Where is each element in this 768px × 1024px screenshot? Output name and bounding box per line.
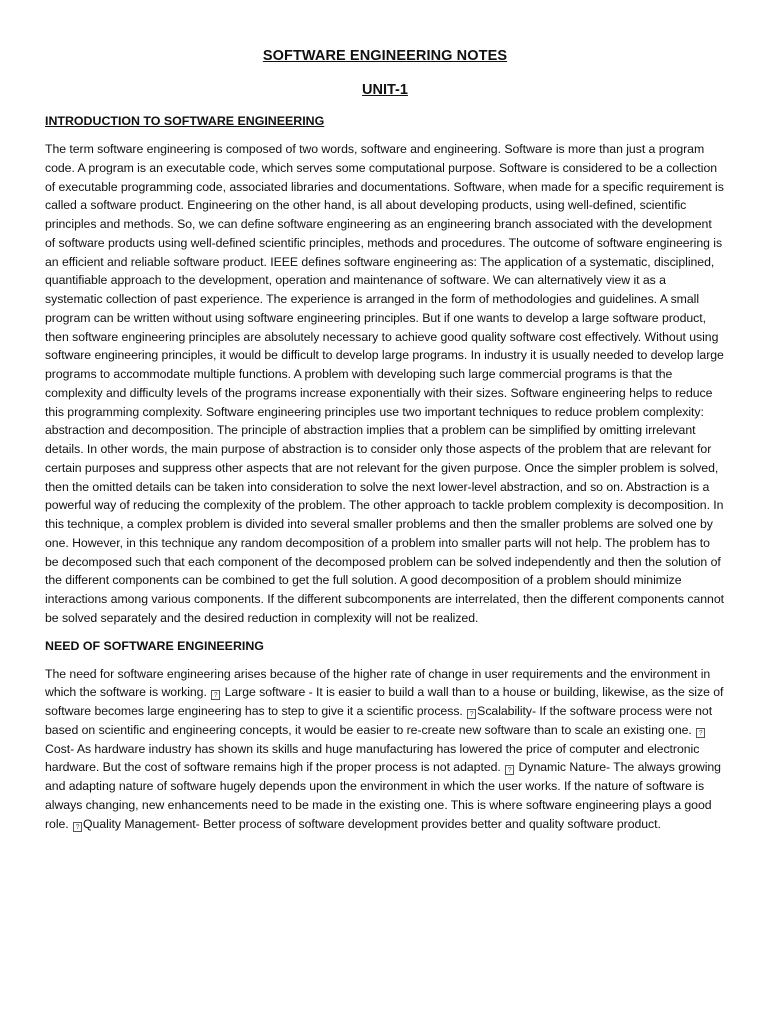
need-item-quality-management: Quality Management- Better process of software development provides better and quality software product. xyxy=(83,816,661,831)
section-heading-need: NEED OF SOFTWARE ENGINEERING xyxy=(45,638,264,653)
introduction-paragraph: The term software engineering is composed of two words, software and engineering. Software is more than just a program code. A program is an executable code, which serves some computational purpose. Software is considered to be a collection of executable programming code, associated libraries and documentations. Software, when made for a specific requirement is called a software product. Engineering on the other hand, is all about developing products, using well-defined, scientific principles and methods. So, we can define software engineering as an engineering branch associated with the development of software products using well-defined scientific principles, methods and procedures. The outcome of software engineering is an efficient and reliable software product. IEEE defines software engineering as: The application of a systematic, disciplined, quantifiable approach to the development, operation and maintenance of software. We can alternatively view it as a systematic collection of past experience. The experience is arranged in the form of methodologies and guidelines. A small program can be written without using software engineering principles. But if one wants to develop a large software product, then software engineering principles are absolutely necessary to achieve good quality software cost effectively. Without using software engineering principles, it would be difficult to develop large programs. In industry it is usually needed to develop large programs to accommodate multiple functions. A problem with developing such large commercial programs is that the complexity and difficulty levels of the programs increase exponentially with their sizes. Software engineering helps to reduce this programming complexity. Software engineering principles use two important techniques to reduce problem complexity: abstraction and decomposition. The principle of abstraction implies that a problem can be simplified by omitting irrelevant details. In other words, the main purpose of abstraction is to consider only those aspects of the problem that are relevant for certain purposes and suppress other aspects that are not relevant for the given purpose. Once the simpler problem is solved, then the omitted details can be taken into consideration to solve the next lower-level abstraction, and so on. Abstraction is a powerful way of reducing the complexity of the problem. The other approach to tackle problem complexity is decomposition. In this technique, a complex problem is divided into several smaller problems and then the smaller problems are solved one by one. However, in this technique any random decomposition of a problem into smaller parts will not help. The problem has to be decomposed such that each component of the decomposed problem can be solved independently and then the solution of the different components can be combined to get the full solution. A good decomposition of a problem should minimize interactions among various components. If the different subcomponents are interrelated, then the different components cannot be solved separately and the desired reduction in complexity will not be realized. xyxy=(45,142,724,625)
need-paragraph xyxy=(45,665,725,834)
missing-glyph-icon: ? xyxy=(696,728,705,738)
need-item-dynamic-nature: Dynamic Nature- The always growing and adapting nature of software hugely depends upon the environment in which the user works. If the nature of software is always changing, new enhancements need to be made in the existing one. This is where software engineering plays a good role. xyxy=(45,760,721,831)
missing-glyph-icon: ? xyxy=(467,709,476,719)
document-page xyxy=(45,48,725,844)
missing-glyph-icon: ? xyxy=(211,690,220,700)
need-intro-text: The need for software engineering arises because of the higher rate of change in user requirements and the environment in which the software is working. xyxy=(45,666,711,700)
missing-glyph-icon: ? xyxy=(73,822,82,832)
document-title: SOFTWARE ENGINEERING NOTES xyxy=(262,48,508,64)
need-item-cost: Cost- As hardware industry has shown its skills and huge manufacturing has lowered the price of computer and electronic hardware. But the cost of software remains high if the proper process is not adapted. xyxy=(45,741,700,775)
need-item-scalability: Scalability- If the software process were not based on scientific and engineering concepts, it would be easier to re-create new software than to scale an existing one. xyxy=(45,704,713,737)
section-heading-introduction: INTRODUCTION TO SOFTWARE ENGINEERING xyxy=(45,114,325,128)
missing-glyph-icon: ? xyxy=(505,765,514,775)
need-item-large-software: Large software - It is easier to build a wall than to a house or building, likewise, as the size of software becomes large engineering has to step to give it a scientific process. xyxy=(45,685,724,718)
unit-title: UNIT-1 xyxy=(362,82,408,98)
